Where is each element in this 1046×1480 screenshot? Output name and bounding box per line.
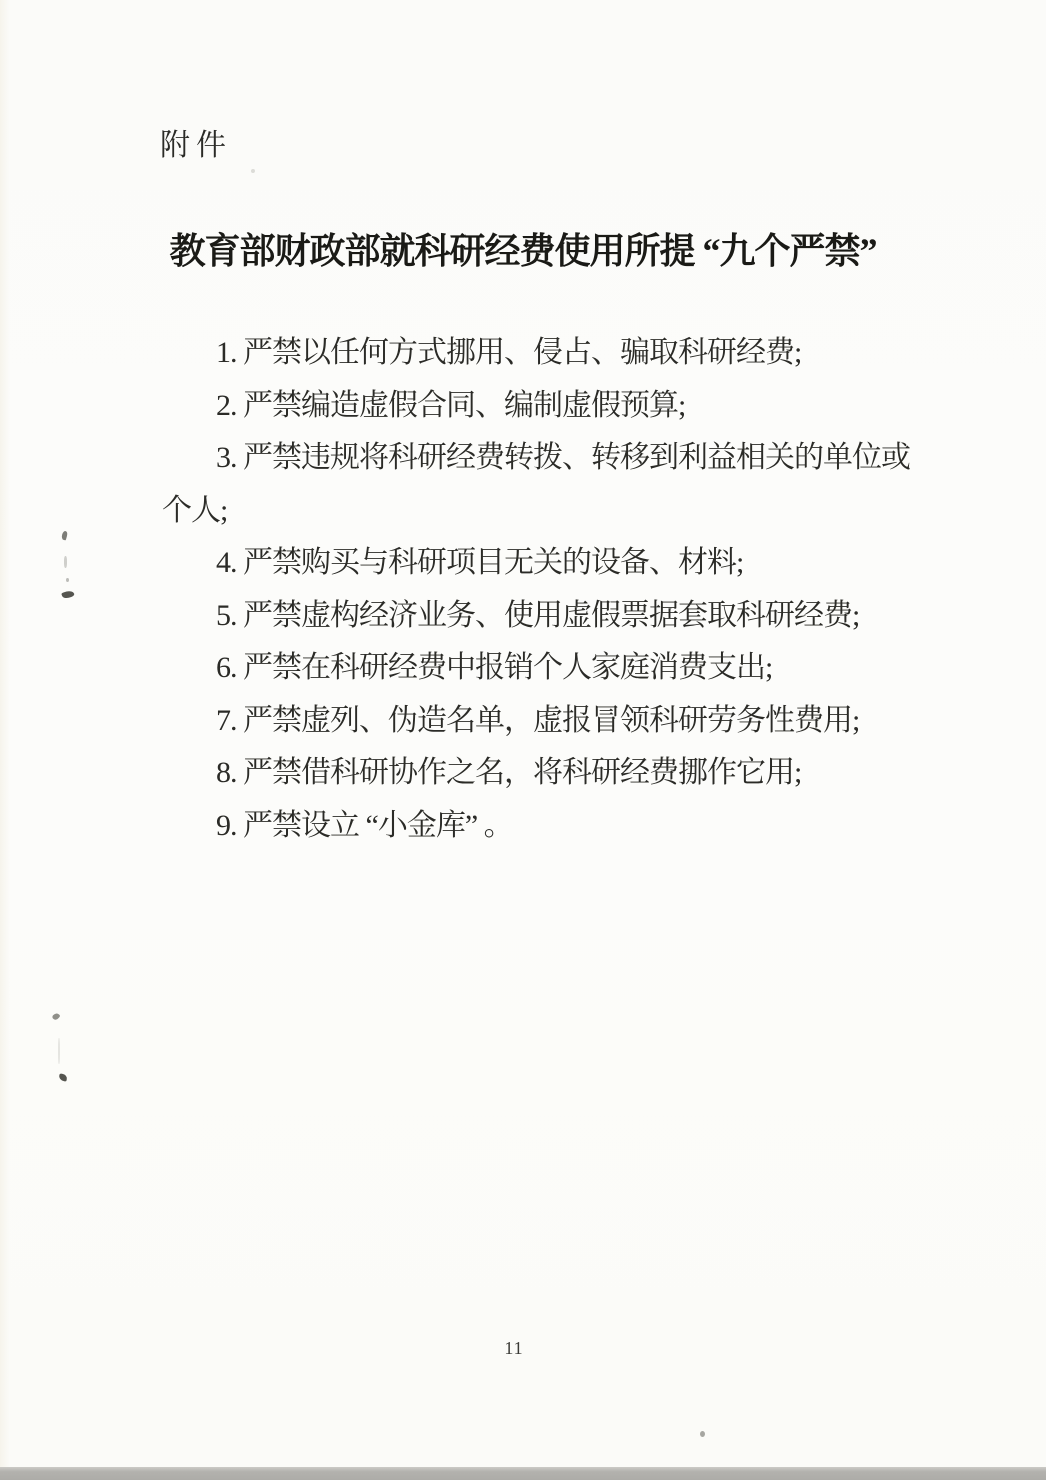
list-item-3: 3. 严禁违规将科研经费转拨、转移到利益相关的单位或 [216,441,910,474]
scan-artifact [51,1012,60,1021]
list-item-6: 6. 严禁在科研经费中报销个人家庭消费支出; [216,651,773,684]
scan-artifact [251,169,255,173]
list-item-2: 2. 严禁编造虚假合同、编制虚假预算; [216,388,686,422]
list-item-5: 5. 严禁虚构经济业务、使用虚假票据套取科研经费; [216,598,860,632]
page-number: 11 [504,1338,524,1358]
scan-artifact [61,589,75,600]
scan-artifact [64,556,67,568]
list-item-7: 7. 严禁虚列、伪造名单，虚报冒领科研劳务性费用; [216,703,860,737]
document-body [162,327,942,852]
attachment-label: 附件 [160,129,232,162]
scan-artifact [66,578,69,582]
list-item-9: 9. 严禁设立 “小金库” 。 [216,808,513,842]
document-title: 教育部财政部就科研经费使用所提 “九个严禁” [169,231,877,271]
scan-artifact [58,1038,60,1064]
scanner-edge-strip [0,1467,1046,1480]
list-item-4: 4. 严禁购买与科研项目无关的设备、材料; [216,546,744,579]
list-item-1: 1. 严禁以任何方式挪用、侵占、骗取科研经费; [216,336,802,369]
list-item-8: 8. 严禁借科研协作之名，将科研经费挪作它用; [216,756,802,789]
scan-artifact [61,531,68,541]
scan-artifact [700,1431,705,1437]
scan-artifact [58,1073,67,1081]
list-item-3-continuation: 个人; [162,493,228,527]
